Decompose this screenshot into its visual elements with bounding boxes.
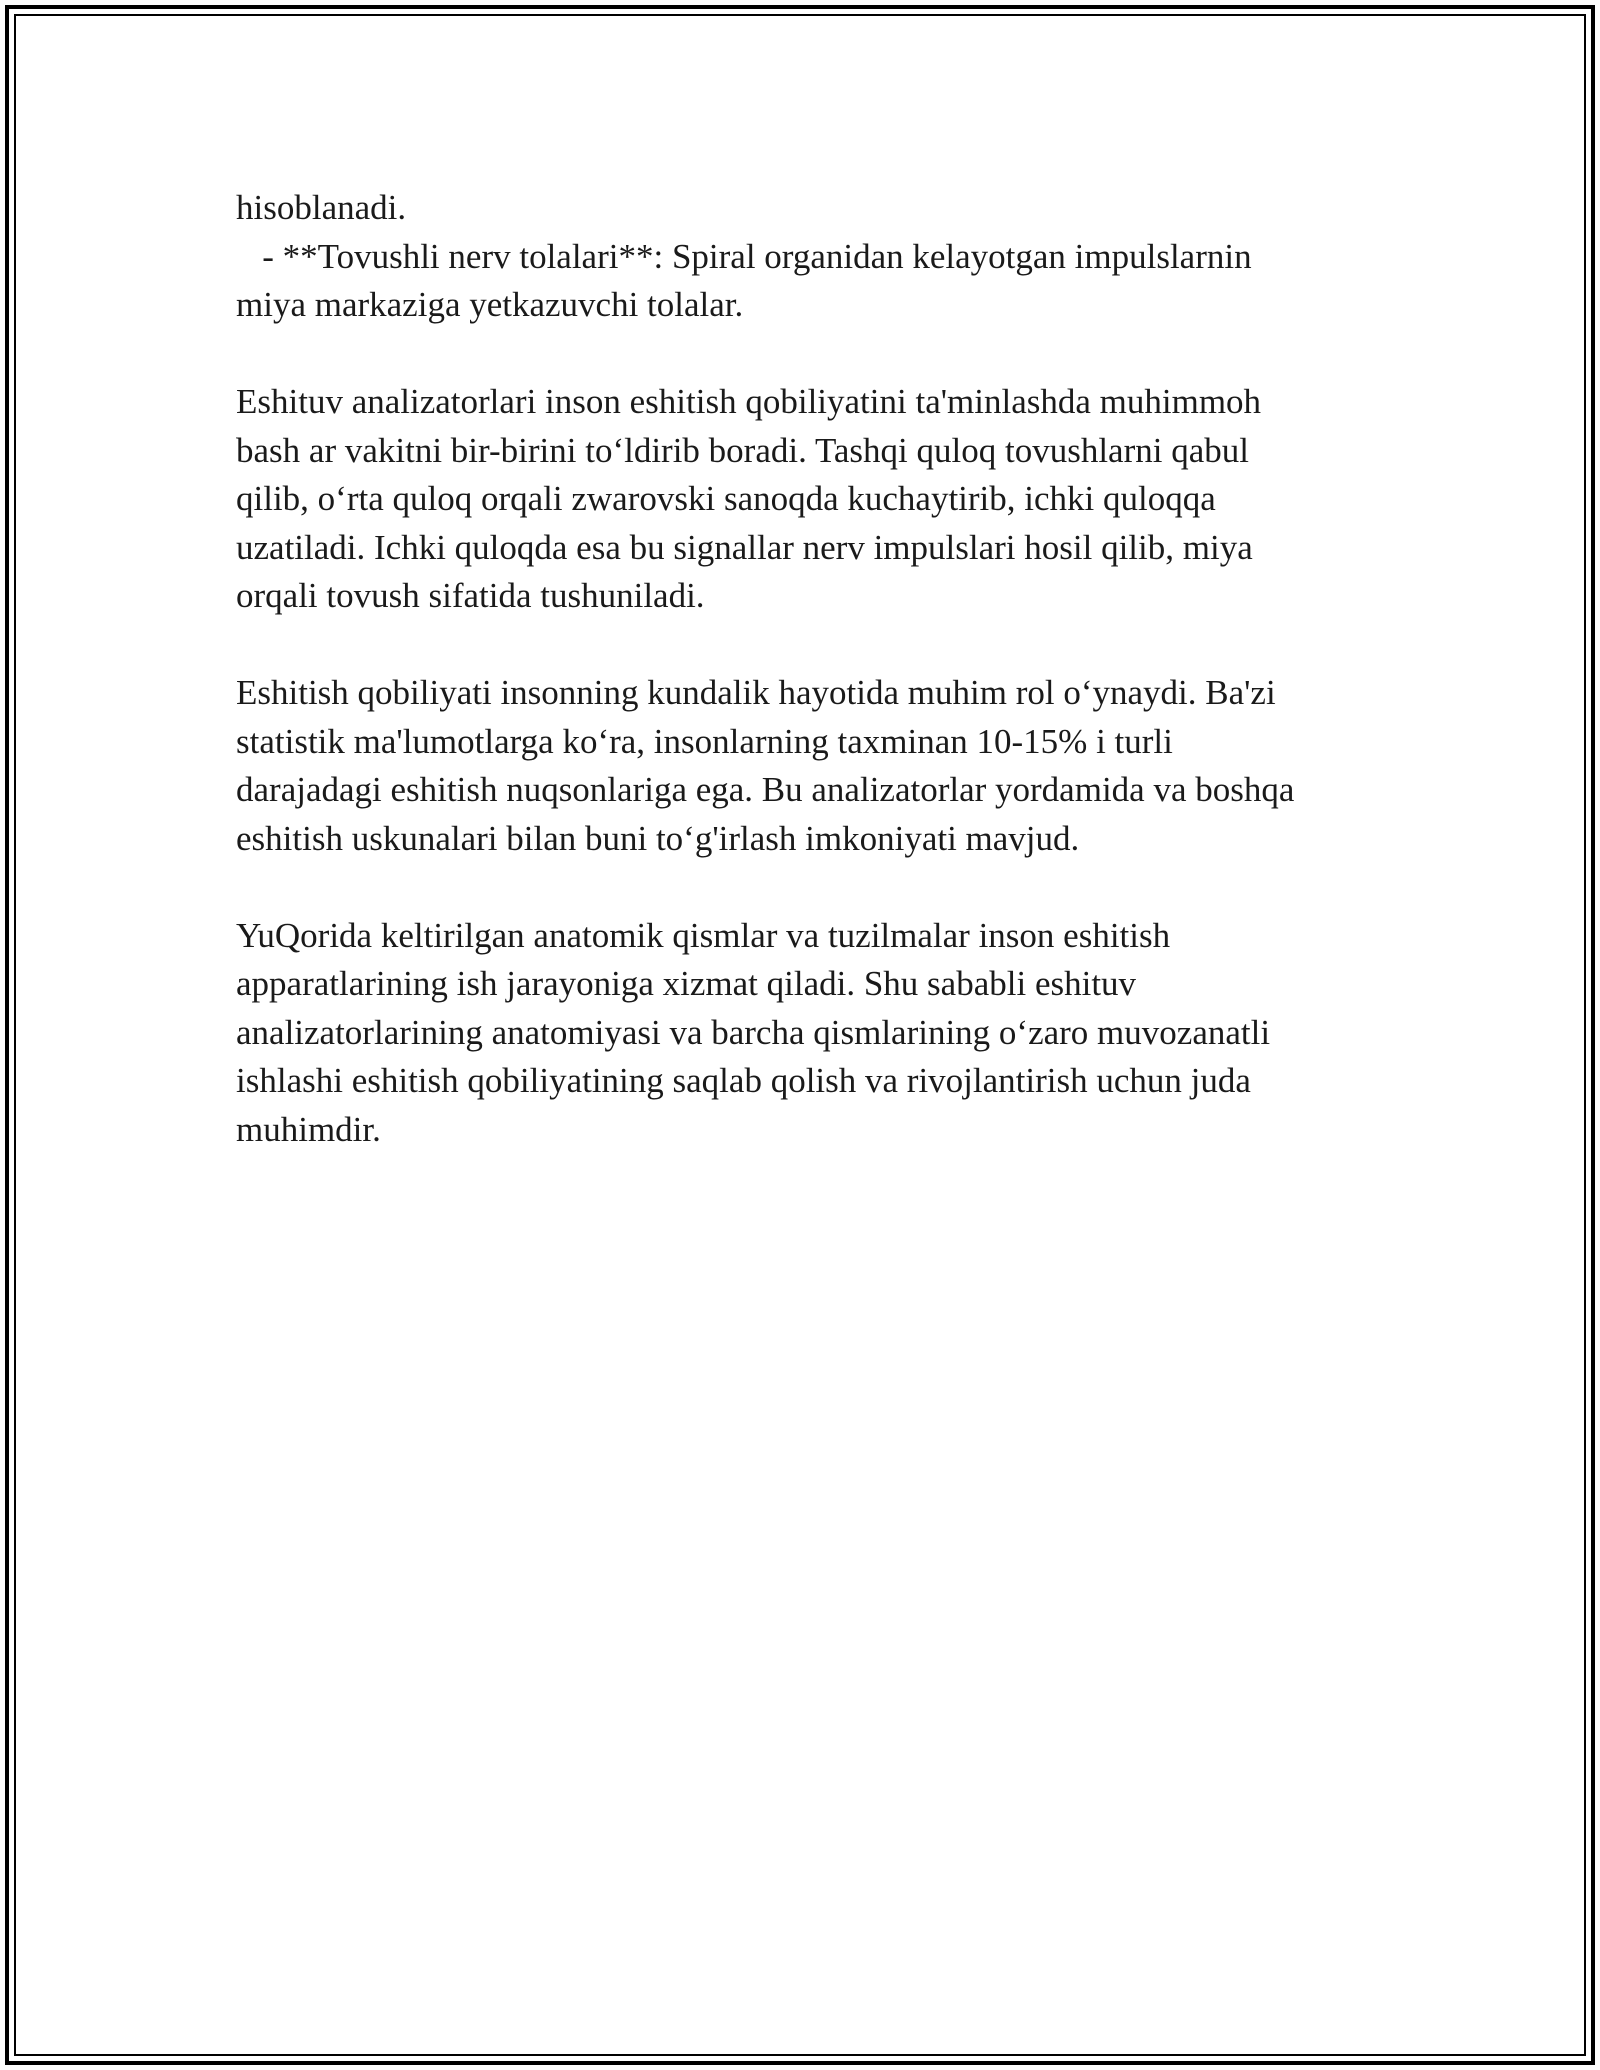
paragraph-4 bbox=[236, 912, 1366, 1155]
text-line: bash ar vakitni bir-birini to‘ldirib boradi. Tashqi quloq tovushlarni qabul bbox=[236, 430, 1249, 470]
document-body bbox=[236, 184, 1366, 1154]
text-line: Eshituv analizatorlari inson eshitish qobiliyatini ta'minlashda muhimmoh bbox=[236, 382, 1262, 421]
text-line: uzatiladi. Ichki quloqda esa bu signallar nerv impulslari hosil qilib, miya bbox=[236, 527, 1253, 567]
text-line: eshitish uskunalari bilan buni to‘g'irlash imkoniyati mavjud. bbox=[236, 818, 1080, 858]
text-line: - **Tovushli nerv tolalari**: Spiral organidan kelayotgan impulslarnin bbox=[236, 236, 1252, 276]
text-line: apparatlarining ish jarayoniga xizmat qiladi. Shu sababli eshituv bbox=[236, 964, 1137, 1003]
text-line: Eshitish qobiliyati insonning kundalik hayotida muhim rol o‘ynaydi. Ba'zi bbox=[236, 673, 1276, 712]
text-line: qilib, o‘rta quloq orqali zwarovski sanoqda kuchaytirib, ichki quloqqa bbox=[236, 479, 1216, 518]
text-line: ishlashi eshitish qobiliyatining saqlab qolish va rivojlantirish uchun juda bbox=[236, 1061, 1251, 1100]
text-line: YuQorida keltirilgan anatomik qismlar va tuzilmalar inson eshitish bbox=[236, 915, 1171, 955]
text-line: muhimdir. bbox=[236, 1109, 381, 1149]
text-line: miya markaziga yetkazuvchi tolalar. bbox=[236, 285, 744, 324]
text-line: analizatorlarining anatomiyasi va barcha qismlarining o‘zaro muvozanatli bbox=[236, 1012, 1271, 1052]
text-line: statistik ma'lumotlarga ko‘ra, insonlarning taxminan 10-15% i turli bbox=[236, 721, 1173, 761]
text-line: orqali tovush sifatida tushuniladi. bbox=[236, 576, 705, 615]
text-line: darajadagi eshitish nuqsonlariga ega. Bu analizatorlar yordamida va boshqa bbox=[236, 770, 1295, 809]
paragraph-1 bbox=[236, 184, 1366, 330]
paragraph-3 bbox=[236, 669, 1366, 863]
paragraph-2 bbox=[236, 378, 1366, 621]
text-line: hisoblanadi. bbox=[236, 188, 407, 227]
